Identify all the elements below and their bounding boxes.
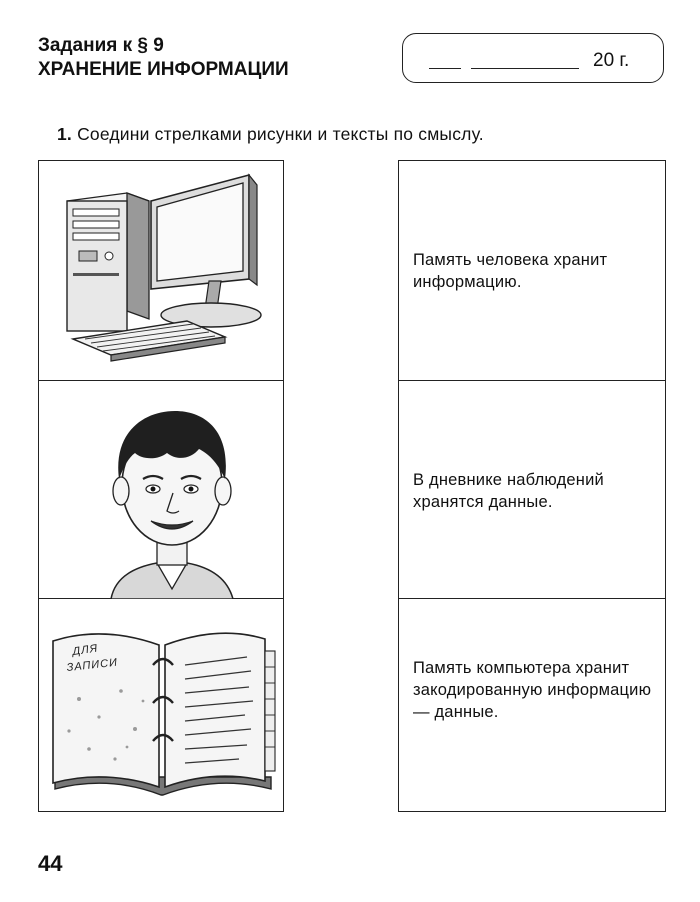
boy-face-icon (39, 381, 285, 599)
notebook-icon (39, 599, 285, 813)
text-cell-3[interactable] (399, 599, 665, 813)
text-statement-1: Память человека хранит информацию. (413, 251, 608, 291)
text-statement-2: В дневнике наблюдений хранятся данные. (413, 471, 604, 511)
page-number: 44 (38, 851, 63, 876)
computer-icon (39, 161, 285, 381)
section-title: ХРАНЕНИЕ ИНФОРМАЦИИ (38, 59, 289, 80)
date-year-label: 20 г. (593, 50, 630, 71)
texts-column (398, 160, 666, 812)
date-month-line (471, 68, 579, 69)
date-day-line (429, 68, 461, 69)
picture-cell-computer[interactable] (39, 161, 283, 381)
notebook-label-line1: ДЛЯ (71, 642, 99, 658)
picture-cell-notebook[interactable] (39, 599, 283, 813)
text-statement-3: Память компьютера хранит закодированную информацию — данные. (413, 659, 652, 721)
task-text: Соедини стрелками рисунки и тексты по смыслу. (77, 124, 484, 144)
notebook-label-line2: ЗАПИСИ (66, 656, 119, 674)
picture-cell-boy[interactable] (39, 381, 283, 599)
header-title (38, 34, 289, 82)
date-box (402, 33, 664, 83)
text-cell-1[interactable] (399, 161, 665, 381)
task-instruction (57, 124, 484, 145)
pictures-column (38, 160, 284, 812)
text-cell-2[interactable] (399, 381, 665, 599)
section-label: Задания к § 9 (38, 35, 164, 56)
task-number: 1. (57, 124, 72, 144)
